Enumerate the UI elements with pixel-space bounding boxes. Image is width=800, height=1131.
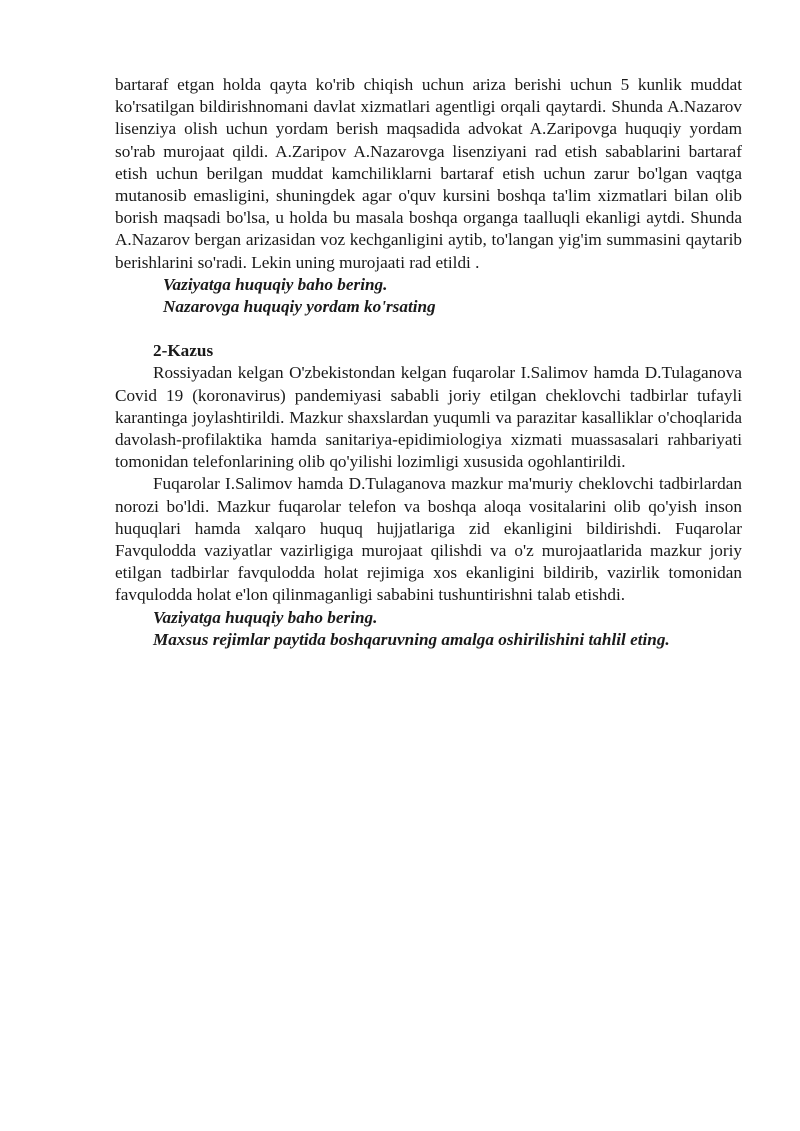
case1-task-1: Vaziyatga huquqiy baho bering.: [163, 274, 388, 294]
case2-paragraph-2: Fuqarolar I.Salimov hamda D.Tulaganova mazkur ma'muriy cheklovchi tadbirlardan norozi bo'ldi. Mazkur fuqarolar telefon va boshqa aloqa vositalarini olib qo'yish inson huquqlari hamda xalqaro huquq hujjatlariga zid ekanligini bildirishdi. Fuqarolar Favqulodda vaziyatlar vazirligiga murojaat qilishdi va o'z murojaatlarida mazkur joriy etilgan tadbirlar favqulodda holat rejimiga xos ekanligini bildirib, vazirlik tomonidan favqulodda holat e'lon qilinmaganligi sababini tushuntirishni talab etishdi.: [115, 474, 742, 605]
case1-paragraph: bartaraf etgan holda qayta ko'rib chiqish uchun ariza berishi uchun 5 kunlik muddat ko'rsatilgan bildirishnomani davlat xizmatlari agentligi orqali qaytardi. Shunda A.Nazarov lisenziya olish uchun yordam berish maqsadida advokat A.Zaripovga huquqiy yordam so'rab murojaat qildi. A.Zaripov A.Nazarovga lisenziyani rad etish sabablarini bartaraf etish uchun berilgan muddat kamchiliklarni bartaraf etish uchun zarur bo'lgan vaqtga mutanosib emasligini, shuningdek agar o'quv kursini boshqa ta'lim xizmatlari bilan olib borish maqsadi bo'lsa, u holda bu masala boshqa organga taalluqli ekanligi aytdi. Shunda A.Nazarov bergan arizasidan voz kechganligini aytib, to'langan yig'im summasini qaytarib berishlarini so'radi. Lekin uning murojaati rad etildi .: [115, 75, 742, 272]
case2-task-1: Vaziyatga huquqiy baho bering.: [153, 607, 378, 627]
case2-task-2: Maxsus rejimlar paytida boshqaruvning amalga oshirilishini tahlil eting.: [153, 629, 670, 649]
case2-heading: 2-Kazus: [153, 341, 214, 361]
case2-paragraph-1: Rossiyadan kelgan O'zbekistondan kelgan fuqarolar I.Salimov hamda D.Tulaganova Covid 19 (koronavirus) pandemiyasi sababli joriy etilgan cheklovchi tadbirlar tufayli karantinga joylashtirildi. Mazkur shaxslardan yuqumli va parazitar kasalliklar o'choqlarida davolash-profilaktika hamda sanitariya-epidimiologiya xizmati muassasalari rahbariyati tomonidan telefonlarining olib qo'yilishi lozimligi xususida ogohlantirildi.: [115, 363, 742, 472]
case1-task-2: Nazarovga huquqiy yordam ko'rsating: [163, 297, 436, 317]
document-page: [115, 74, 742, 651]
